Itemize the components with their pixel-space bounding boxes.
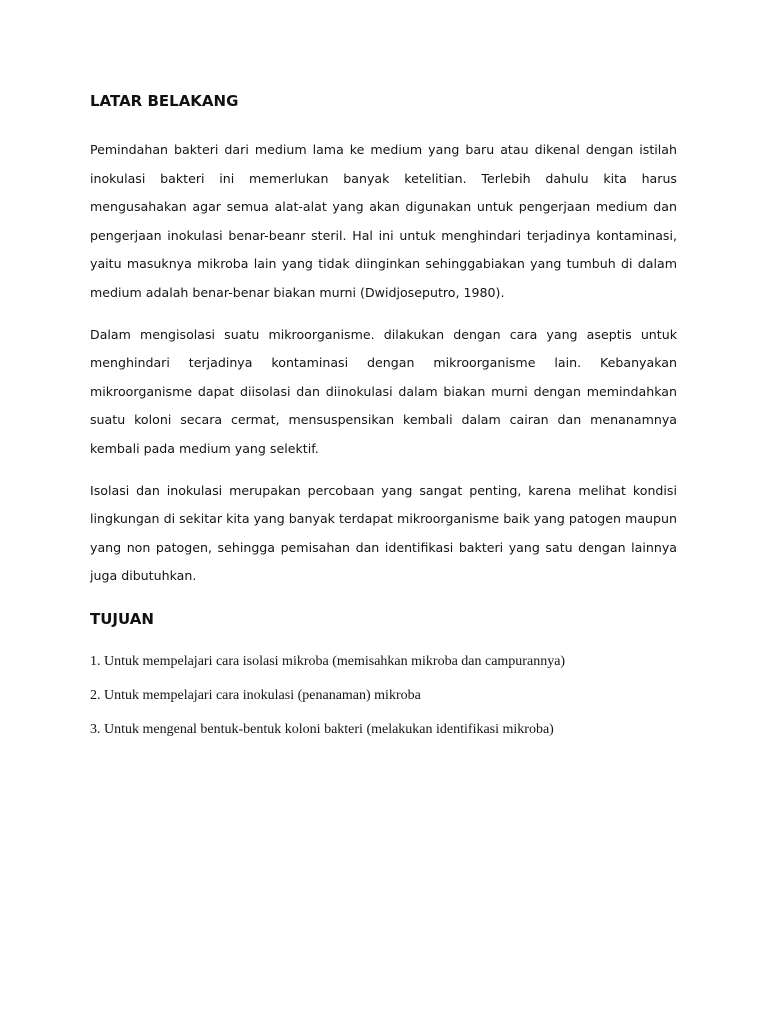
paragraph-1: Pemindahan bakteri dari medium lama ke medium yang baru atau dikenal dengan istilah inokulasi bakteri ini memerlukan banyak ketelitian. Terlebih dahulu kita harus mengusahakan agar semua alat-alat yang akan digunakan untuk pengerjaan medium dan pengerjaan inokulasi benar-beanr steril. Hal ini untuk menghindari terjadinya kontaminasi, yaitu masuknya mikroba lain yang tidak diinginkan sehinggabiakan yang tumbuh di dalam medium adalah benar-benar biakan murni (Dwidjoseputro, 1980). (90, 142, 677, 300)
goal-item-1: 1. Untuk mempelajari cara isolasi mikroba (memisahkan mikroba dan campurannya) (90, 653, 566, 669)
paragraph-2: Dalam mengisolasi suatu mikroorganisme. dilakukan dengan cara yang aseptis untuk menghindari terjadinya kontaminasi dengan mikroorganisme lain. Kebanyakan mikroorganisme dapat diisolasi dan diinokulasi dalam biakan murni dengan memindahkan suatu koloni secara cermat, mensuspensikan kembali dalam cairan dan menanamnya kembali pada medium yang selektif. (90, 326, 677, 456)
document-content (90, 92, 677, 755)
section-heading-tujuan: TUJUAN (90, 609, 154, 628)
goal-item-3: 3. Untuk mengenal bentuk-bentuk koloni bakteri (melakukan identifikasi mikroba) (90, 721, 554, 737)
section-heading-latar-belakang: LATAR BELAKANG (90, 92, 239, 110)
paragraph-3: Isolasi dan inokulasi merupakan percobaan yang sangat penting, karena melihat kondisi lingkungan di sekitar kita yang banyak terdapat mikroorganisme baik yang patogen maupun yang non patogen, sehingga pemisahan dan identifikasi bakteri yang satu dengan lainnya juga dibutuhkan. (90, 482, 677, 584)
goal-item-2: 2. Untuk mempelajari cara inokulasi (penanaman) mikroba (90, 687, 421, 703)
goals-list (90, 653, 677, 739)
